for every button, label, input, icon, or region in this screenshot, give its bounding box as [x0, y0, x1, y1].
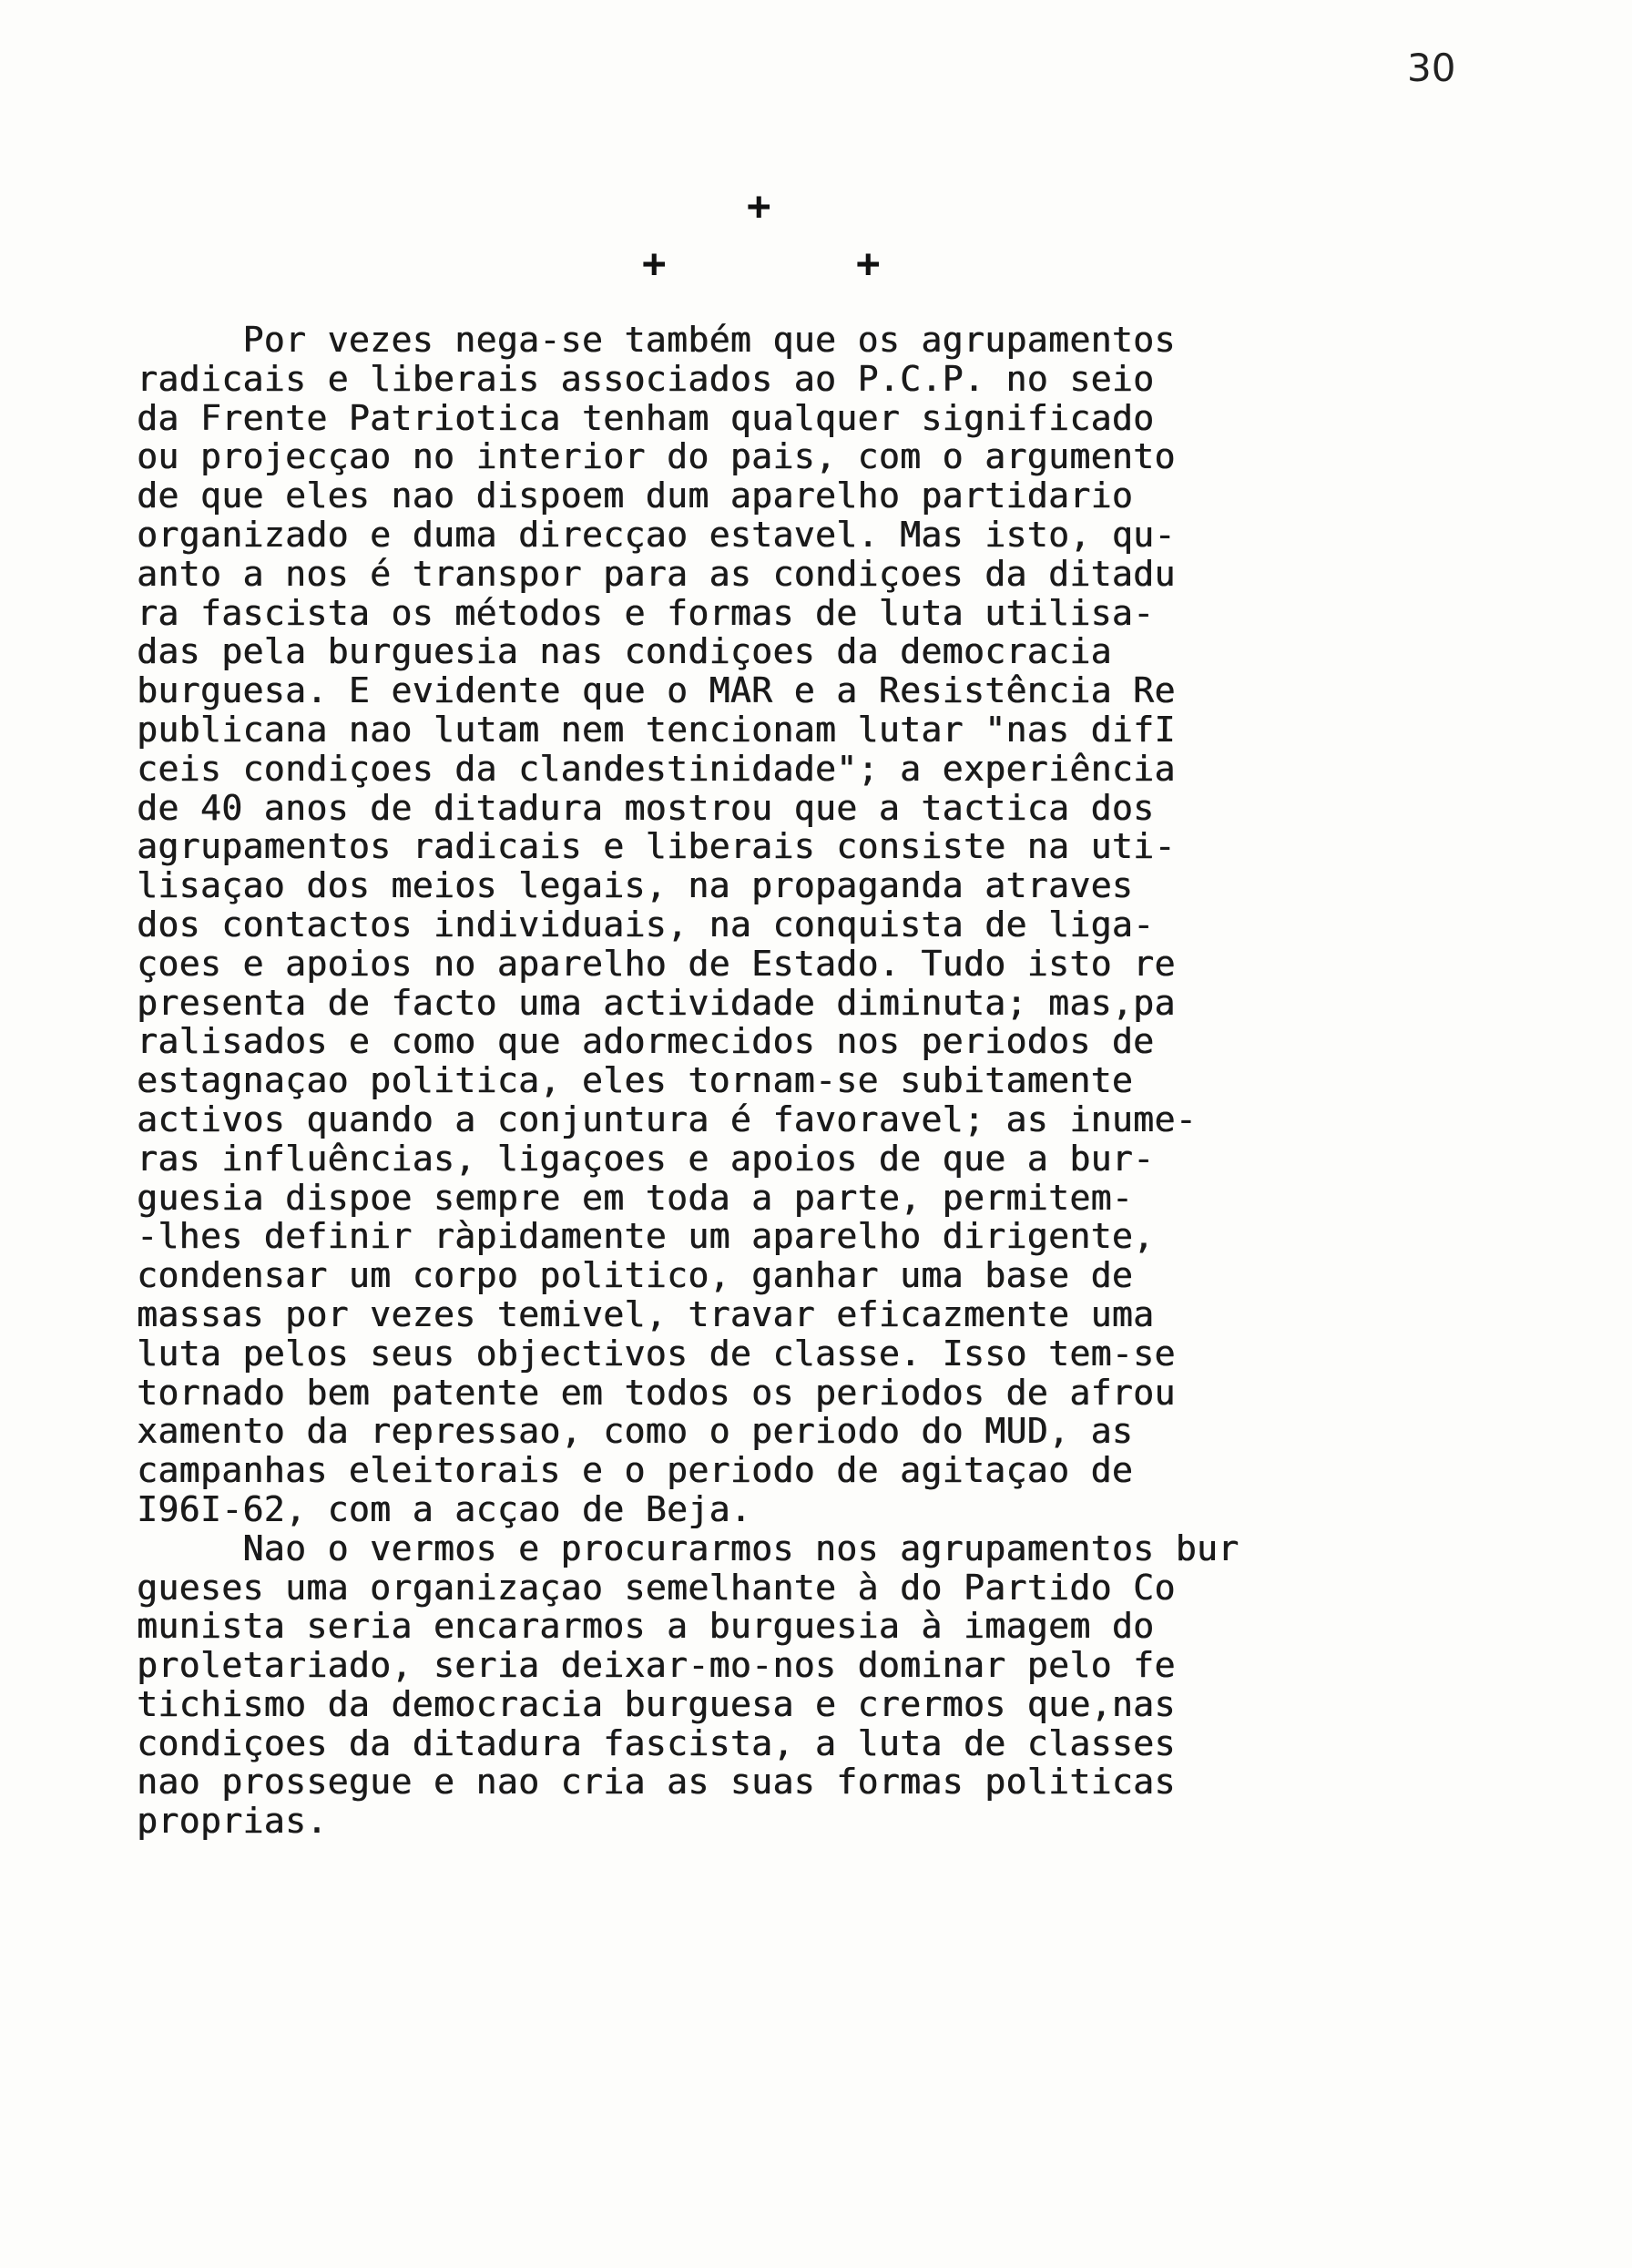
text-line: anto a nos é transpor para as condiçoes da ditadu [137, 553, 1176, 594]
ornament-cross-right: + [856, 240, 881, 287]
text-line: nao prossegue e nao cria as suas formas politicas [137, 1762, 1176, 1803]
text-line: das pela burguesia nas condiçoes da democracia [137, 631, 1112, 672]
text-line: condensar um corpo politico, ganhar uma base de [137, 1255, 1134, 1296]
text-line: massas por vezes temivel, travar eficazmente uma [137, 1293, 1155, 1334]
text-line: campanhas eleitorais e o periodo de agitaçao de [137, 1450, 1134, 1491]
text-line: burguesa. E evidente que o MAR e a Resistência Re [137, 670, 1176, 711]
text-line: ou projecçao no interior do pais, com o argumento [137, 436, 1176, 477]
text-line: ralisados e como que adormecidos nos periodos de [137, 1021, 1155, 1062]
text-line: gueses uma organizaçao semelhante à do Partido Co [137, 1567, 1176, 1608]
text-line: guesia dispoe sempre em toda a parte, permitem- [137, 1177, 1134, 1218]
text-line: dos contactos individuais, na conquista de liga- [137, 904, 1155, 945]
text-line: Por vezes nega-se também que os agrupamentos [137, 320, 1176, 360]
text-line: estagnaçao politica, eles tornam-se subitamente [137, 1060, 1134, 1101]
text-line: ra fascista os métodos e formas de luta utilisa- [137, 592, 1155, 633]
text-line: proletariado, seria deixar-mo-nos dominar pelo fe [137, 1645, 1176, 1686]
typed-body-text [137, 321, 1503, 1841]
text-line: tornado bem patente em todos os periodos de afrou [137, 1372, 1176, 1413]
ornament-cross-left: + [642, 240, 667, 287]
text-line: xamento da repressao, como o periodo do MUD, as [137, 1411, 1134, 1452]
page-number: 30 [1407, 46, 1456, 90]
text-line: de 40 anos de ditadura mostrou que a tactica dos [137, 787, 1155, 828]
text-line: çoes e apoios no aparelho de Estado. Tudo isto re [137, 943, 1176, 984]
text-line: I96I-62, com a acçao de Beja. [137, 1488, 752, 1529]
text-line: agrupamentos radicais e liberais consiste na uti- [137, 826, 1176, 867]
text-line: de que eles nao dispoem dum aparelho partidario [137, 475, 1134, 516]
text-line: presenta de facto uma actividade diminuta; mas,pa [137, 982, 1176, 1023]
text-line: luta pelos seus objectivos de classe. Isso tem-se [137, 1333, 1176, 1374]
text-line: radicais e liberais associados ao P.C.P. no seio [137, 358, 1155, 399]
text-line: lisaçao dos meios legais, na propaganda atraves [137, 865, 1134, 906]
text-line: publicana nao lutam nem tencionam lutar "nas difI [137, 709, 1176, 750]
text-line: proprias. [137, 1801, 328, 1842]
text-line: -lhes definir ràpidamente um aparelho dirigente, [137, 1216, 1155, 1257]
text-line: condiçoes da ditadura fascista, a luta de classes [137, 1722, 1176, 1763]
text-line: Nao o vermos e procurarmos nos agrupamentos bur [137, 1527, 1239, 1568]
text-line: ceis condiçoes da clandestinidade"; a experiência [137, 748, 1176, 789]
text-line: organizado e duma direcçao estavel. Mas isto, qu- [137, 514, 1176, 555]
text-line: da Frente Patriotica tenham qualquer significado [137, 397, 1155, 438]
text-line: ras influências, ligaçoes e apoios de que a bur- [137, 1138, 1155, 1179]
text-line: activos quando a conjuntura é favoravel; as inume- [137, 1098, 1197, 1139]
text-line: tichismo da democracia burguesa e crermos que,nas [137, 1683, 1176, 1724]
ornament-cross-top: + [747, 183, 771, 230]
text-line: munista seria encararmos a burguesia à imagem do [137, 1606, 1155, 1647]
